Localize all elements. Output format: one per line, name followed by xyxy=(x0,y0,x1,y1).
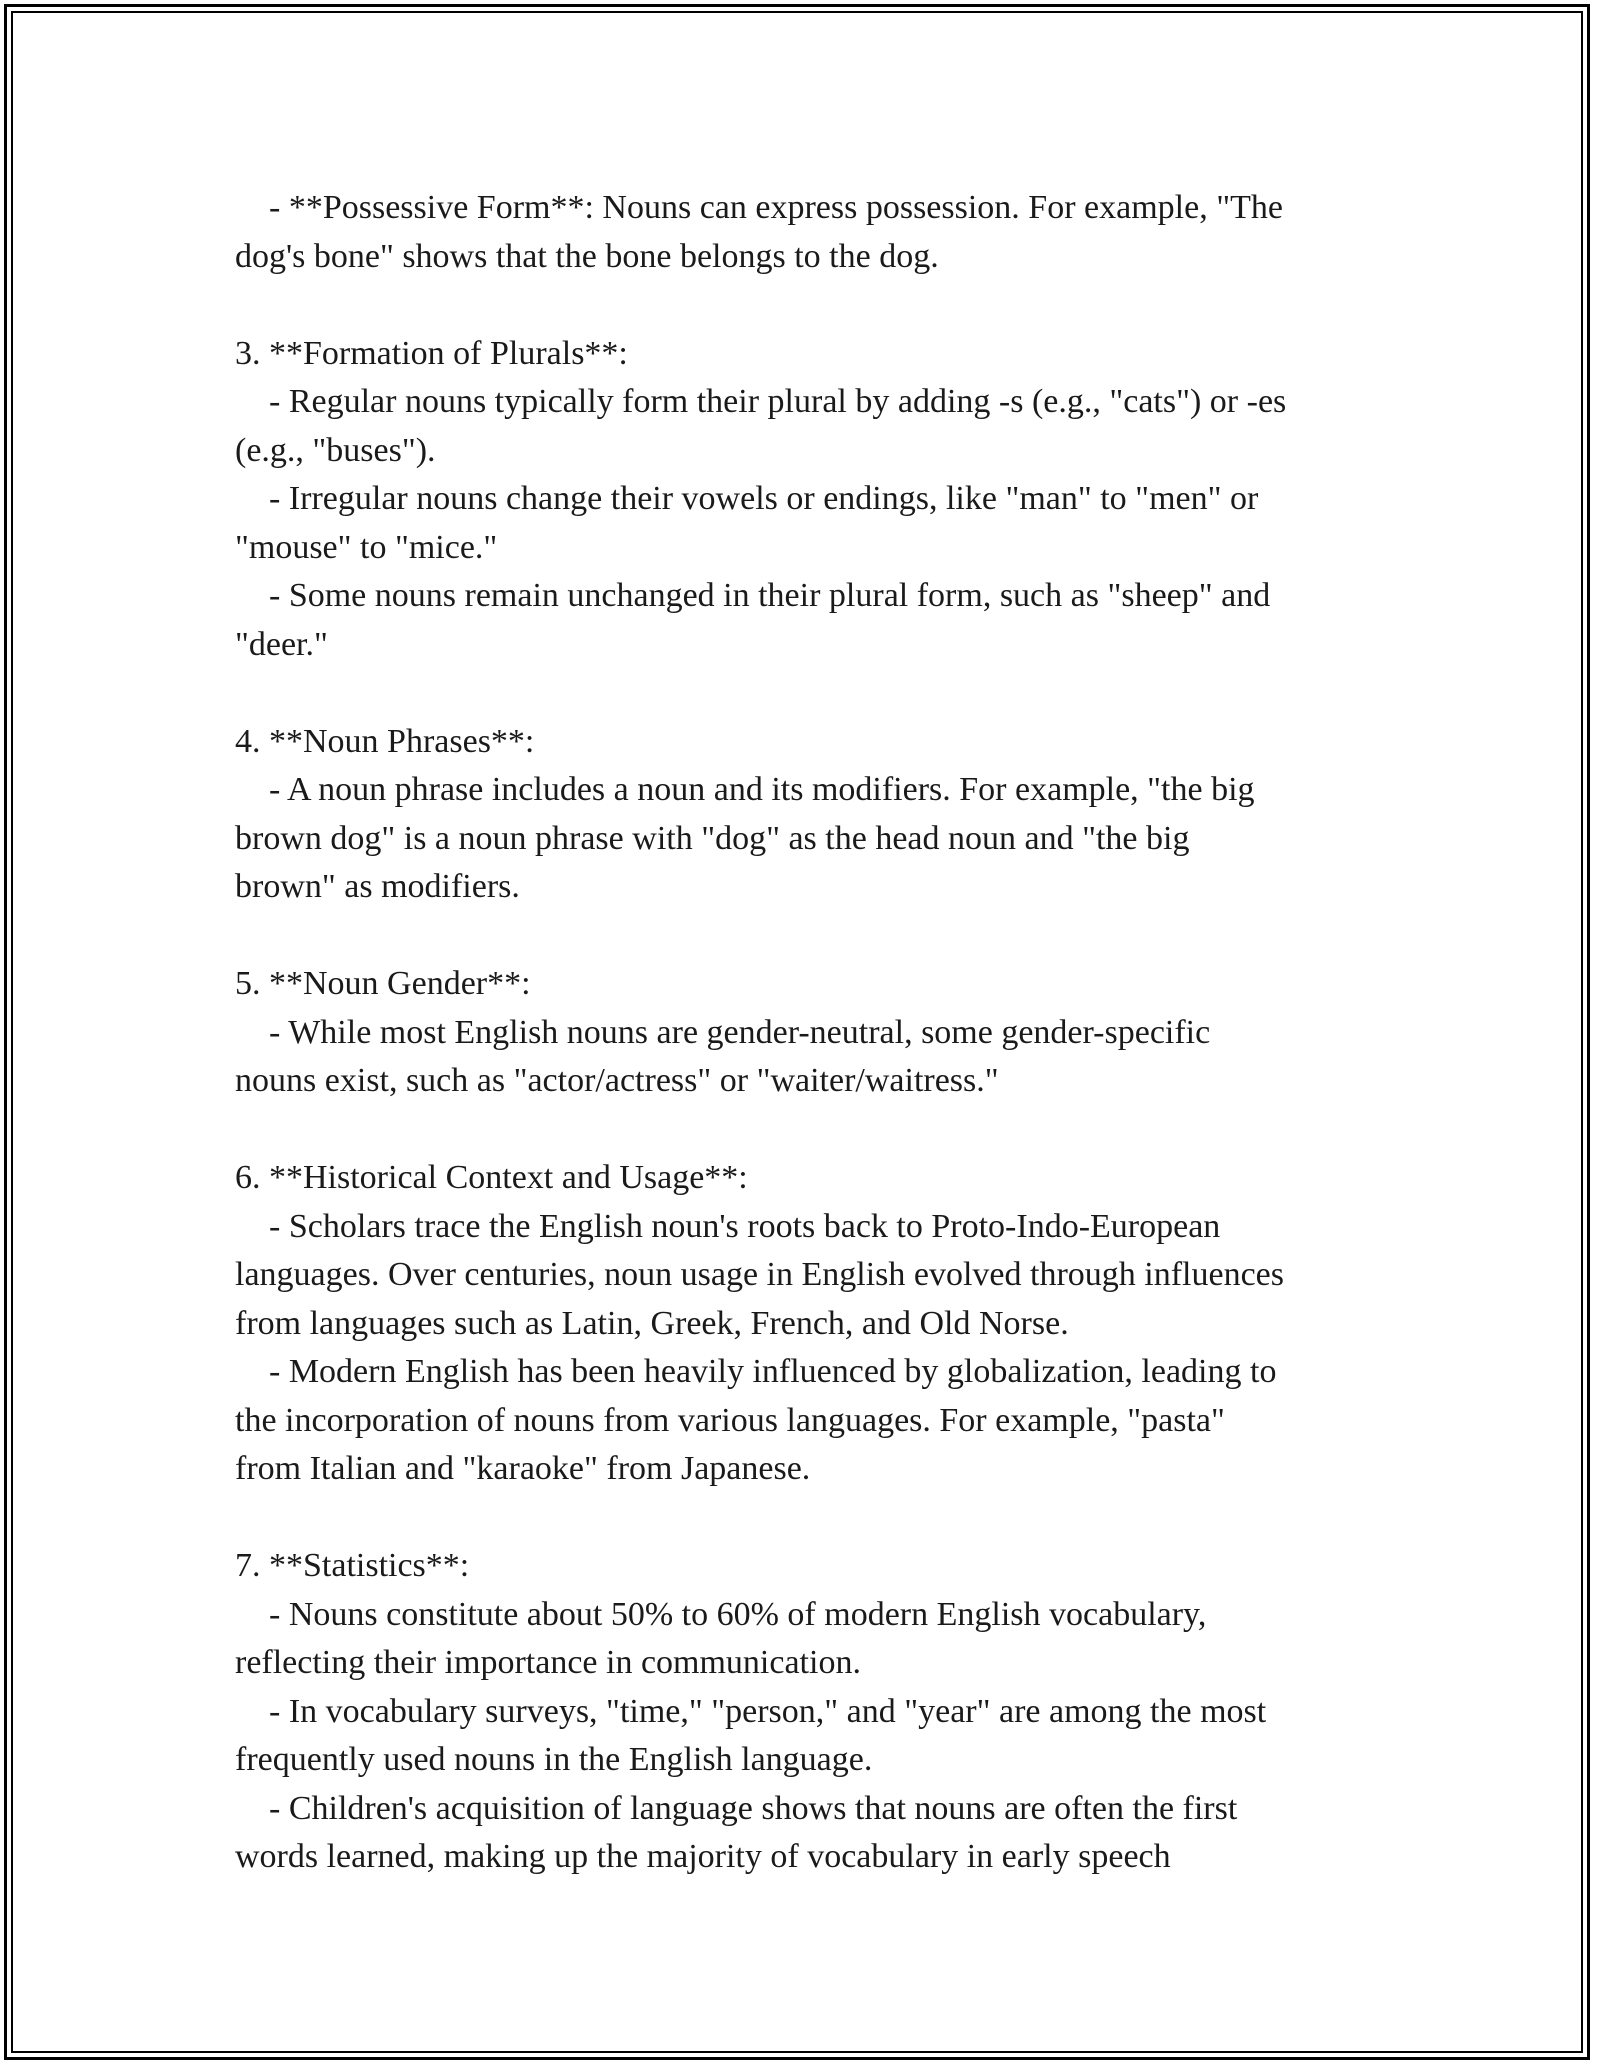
text-line: (e.g., "buses"). xyxy=(235,431,436,469)
text-line: from languages such as Latin, Greek, French, and Old Norse. xyxy=(235,1304,1069,1342)
blank-line xyxy=(235,1494,1375,1543)
blank-line xyxy=(235,281,1375,330)
text-line: from Italian and "karaoke" from Japanese. xyxy=(235,1450,811,1487)
text-line: - **Possessive Form**: Nouns can express possession. For example, "The xyxy=(235,189,1283,226)
text-line: - While most English nouns are gender-neutral, some gender-specific xyxy=(235,1013,1211,1051)
section-heading: 6. **Historical Context and Usage**: xyxy=(235,1159,748,1196)
text-line: brown dog" is a noun phrase with "dog" as the head noun and "the big xyxy=(235,819,1190,857)
text-line: - Scholars trace the English noun's roots back to Proto-Indo-European xyxy=(235,1207,1221,1245)
text-line: frequently used nouns in the English language. xyxy=(235,1741,873,1778)
text-line: brown" as modifiers. xyxy=(235,868,520,905)
section-heading: 3. **Formation of Plurals**: xyxy=(235,334,628,372)
text-line: - Modern English has been heavily influenced by globalization, leading to xyxy=(235,1353,1277,1390)
section-heading: 5. **Noun Gender**: xyxy=(235,965,531,1002)
text-line: "deer." xyxy=(235,625,328,663)
text-line: "mouse" to "mice." xyxy=(235,528,498,566)
text-line: reflecting their importance in communication. xyxy=(235,1644,861,1681)
text-line: - Regular nouns typically form their plural by adding -s (e.g., "cats") or -es xyxy=(235,383,1287,420)
text-line: - Irregular nouns change their vowels or endings, like "man" to "men" or xyxy=(235,480,1259,517)
text-line: - Children's acquisition of language shows that nouns are often the first xyxy=(235,1789,1238,1827)
text-line: - In vocabulary surveys, "time," "person," and "year" are among the most xyxy=(235,1692,1267,1730)
text-line: nouns exist, such as "actor/actress" or "waiter/waitress." xyxy=(235,1062,999,1099)
blank-line xyxy=(235,1106,1375,1155)
blank-line xyxy=(235,669,1375,718)
section-heading: 4. **Noun Phrases**: xyxy=(235,722,535,760)
document-body xyxy=(235,184,1375,1882)
section-heading: 7. **Statistics**: xyxy=(235,1547,470,1584)
text-line: - Some nouns remain unchanged in their plural form, such as "sheep" and xyxy=(235,577,1271,614)
blank-line xyxy=(235,912,1375,961)
text-line: dog's bone" shows that the bone belongs to the dog. xyxy=(235,237,939,275)
text-line: words learned, making up the majority of vocabulary in early speech xyxy=(235,1838,1171,1875)
text-line: the incorporation of nouns from various languages. For example, "pasta" xyxy=(235,1401,1225,1439)
text-line: languages. Over centuries, noun usage in English evolved through influences xyxy=(235,1256,1285,1293)
text-line: - Nouns constitute about 50% to 60% of modern English vocabulary, xyxy=(235,1595,1207,1633)
text-line: - A noun phrase includes a noun and its modifiers. For example, "the big xyxy=(235,771,1255,808)
